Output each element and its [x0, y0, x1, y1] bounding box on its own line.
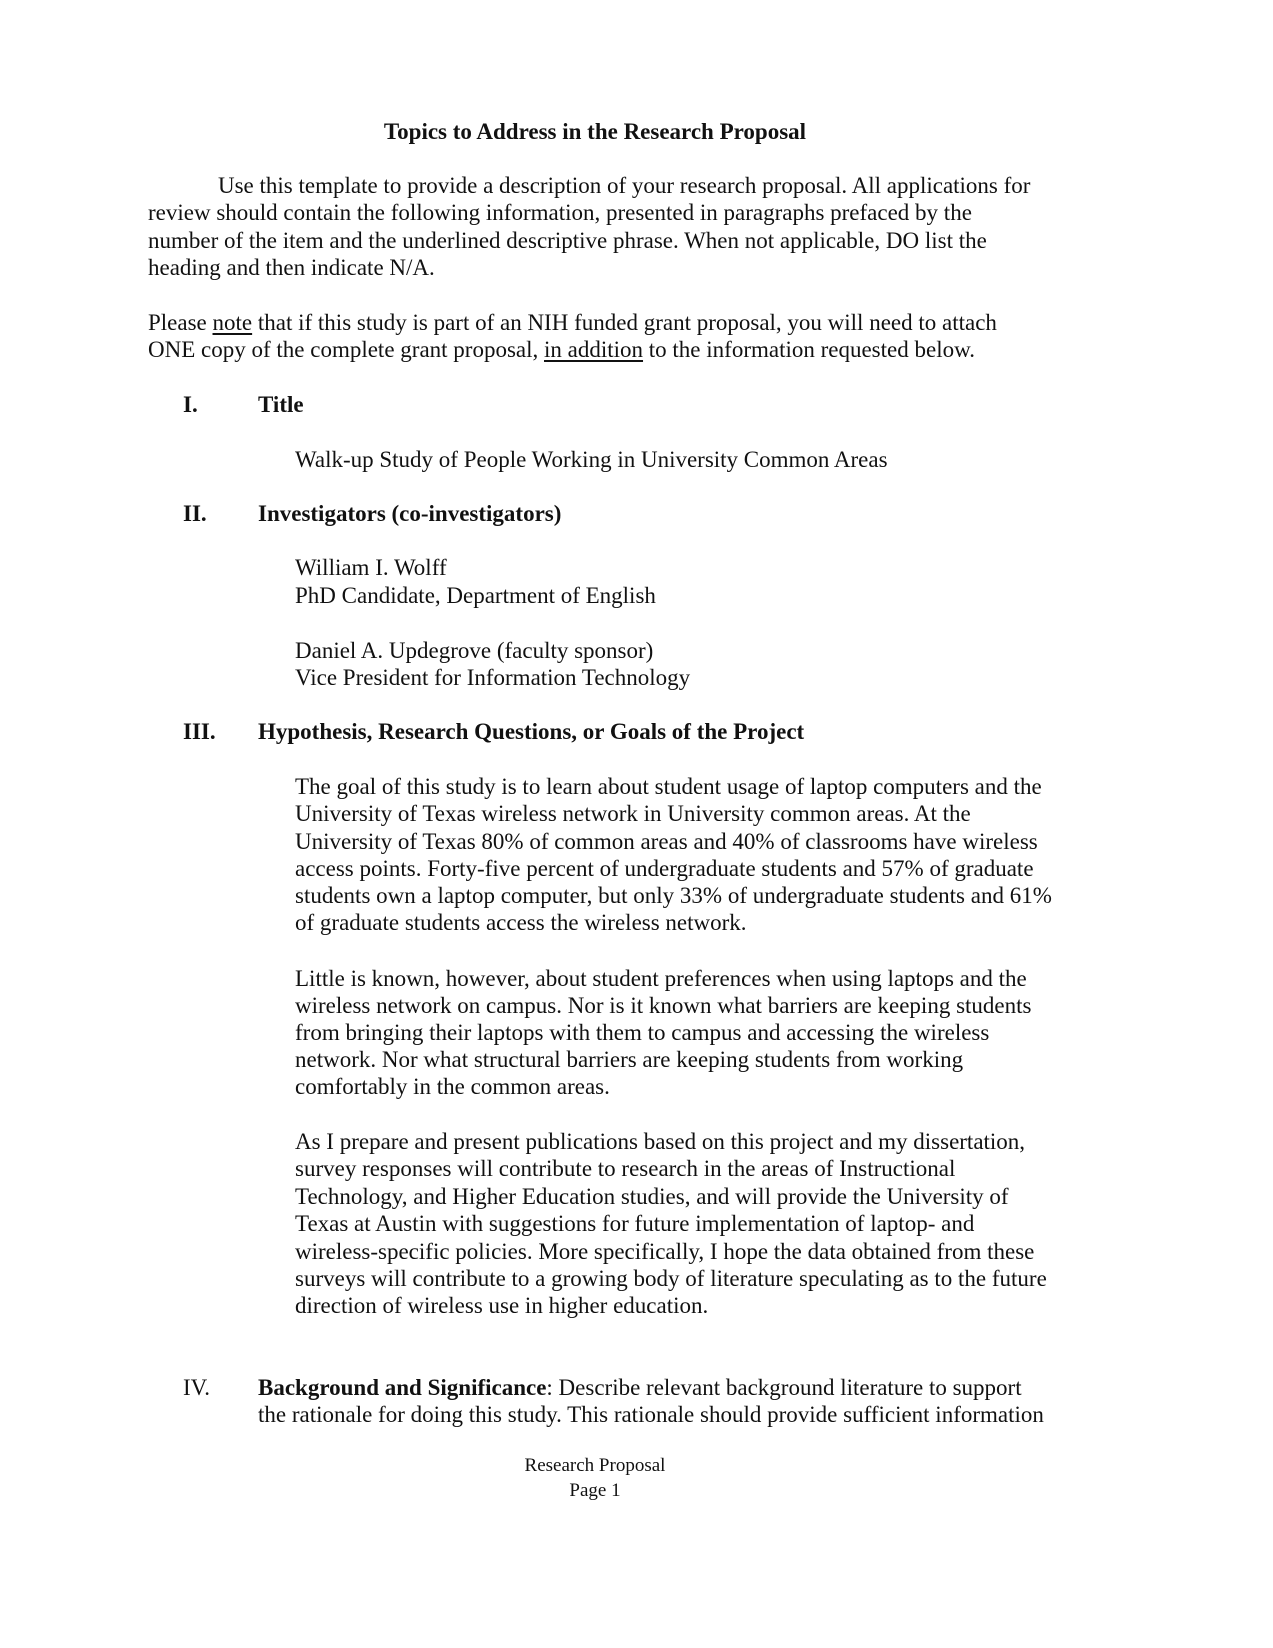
goals-p2-line-2: wireless network on campus. Nor is it known what barriers are keeping students — [295, 993, 1032, 1018]
goals-p3-line-3: Technology, and Higher Education studies, and will provide the University of — [295, 1184, 1009, 1209]
section-4-line-1 — [258, 1374, 1022, 1403]
goals-p1-line-3: University of Texas 80% of common areas and 40% of classrooms have wireless — [295, 829, 1038, 854]
note-line-2 — [148, 336, 975, 365]
goals-p3-line-2: survey responses will contribute to research in the areas of Instructional — [295, 1156, 956, 1181]
page-title: Topics to Address in the Research Proposal — [383, 119, 807, 144]
investigator-1-role: PhD Candidate, Department of English — [295, 583, 656, 608]
goals-p3-line-6: surveys will contribute to a growing body of literature speculating as to the future — [295, 1266, 1047, 1291]
investigator-1-name: William I. Wolff — [295, 555, 447, 580]
note-rest: that if this study is part of an NIH funded grant proposal, you will need to attach — [252, 310, 997, 335]
footer-label: Research Proposal — [524, 1455, 666, 1476]
note-line2-suffix: to the information requested below. — [643, 337, 975, 362]
section-2-numeral: II. — [183, 501, 207, 526]
goals-p2-line-4: network. Nor what structural barriers are keeping students from working — [295, 1047, 964, 1072]
note-line-1 — [148, 309, 997, 338]
goals-p3-line-5: wireless-specific policies. More specifically, I hope the data obtained from these — [295, 1239, 1035, 1264]
page-number: Page 1 — [569, 1480, 621, 1501]
section-3-numeral: III. — [183, 719, 216, 744]
section-3-heading: Hypothesis, Research Questions, or Goals of the Project — [258, 719, 805, 744]
section-4-heading: Background and Significance — [258, 1375, 547, 1400]
section-1-heading: Title — [258, 392, 304, 417]
section-2-heading: Investigators (co-investigators) — [258, 501, 562, 526]
goals-p2-line-3: from bringing their laptops with them to campus and accessing the wireless — [295, 1020, 990, 1045]
intro-line-3: number of the item and the underlined descriptive phrase. When not applicable, DO list the — [148, 228, 987, 253]
study-title-text: Walk-up Study of People Working in University Common Areas — [295, 447, 888, 472]
section-4-line-2: the rationale for doing this study. This rationale should provide sufficient information — [258, 1402, 1044, 1427]
goals-p2-line-5: comfortably in the common areas. — [295, 1074, 610, 1099]
intro-line-4: heading and then indicate N/A. — [148, 255, 435, 280]
goals-p1-line-4: access points. Forty-five percent of undergraduate students and 57% of graduate — [295, 856, 1034, 881]
note-underlined-word: note — [212, 310, 253, 335]
in-addition-underlined: in addition — [544, 337, 644, 362]
goals-p1-line-5: students own a laptop computer, but only 33% of undergraduate students and 61% — [295, 883, 1052, 908]
investigator-2-name: Daniel A. Updegrove (faculty sponsor) — [295, 638, 654, 663]
note-prefix: Please — [148, 310, 213, 335]
goals-p3-line-4: Texas at Austin with suggestions for future implementation of laptop- and — [295, 1211, 975, 1236]
goals-p1-line-2: University of Texas wireless network in University common areas. At the — [295, 801, 971, 826]
goals-p2-line-1: Little is known, however, about student preferences when using laptops and the — [295, 966, 1027, 991]
intro-line-2: review should contain the following information, presented in paragraphs prefaced by the — [148, 200, 972, 225]
section-1-numeral: I. — [183, 392, 198, 417]
note-line2-prefix: ONE copy of the complete grant proposal, — [148, 337, 544, 362]
goals-p1-line-1: The goal of this study is to learn about student usage of laptop computers and the — [295, 774, 1042, 799]
goals-p3-line-7: direction of wireless use in higher education. — [295, 1293, 709, 1318]
intro-line-1: Use this template to provide a description of your research proposal. All applications for — [218, 173, 1031, 198]
goals-p3-line-1: As I prepare and present publications based on this project and my dissertation, — [295, 1129, 1026, 1154]
section-4-numeral: IV. — [183, 1375, 211, 1400]
goals-p1-line-6: of graduate students access the wireless network. — [295, 910, 747, 935]
section-4-line-1-rest: : Describe relevant background literature to support — [546, 1375, 1022, 1400]
investigator-2-role: Vice President for Information Technology — [295, 665, 691, 690]
